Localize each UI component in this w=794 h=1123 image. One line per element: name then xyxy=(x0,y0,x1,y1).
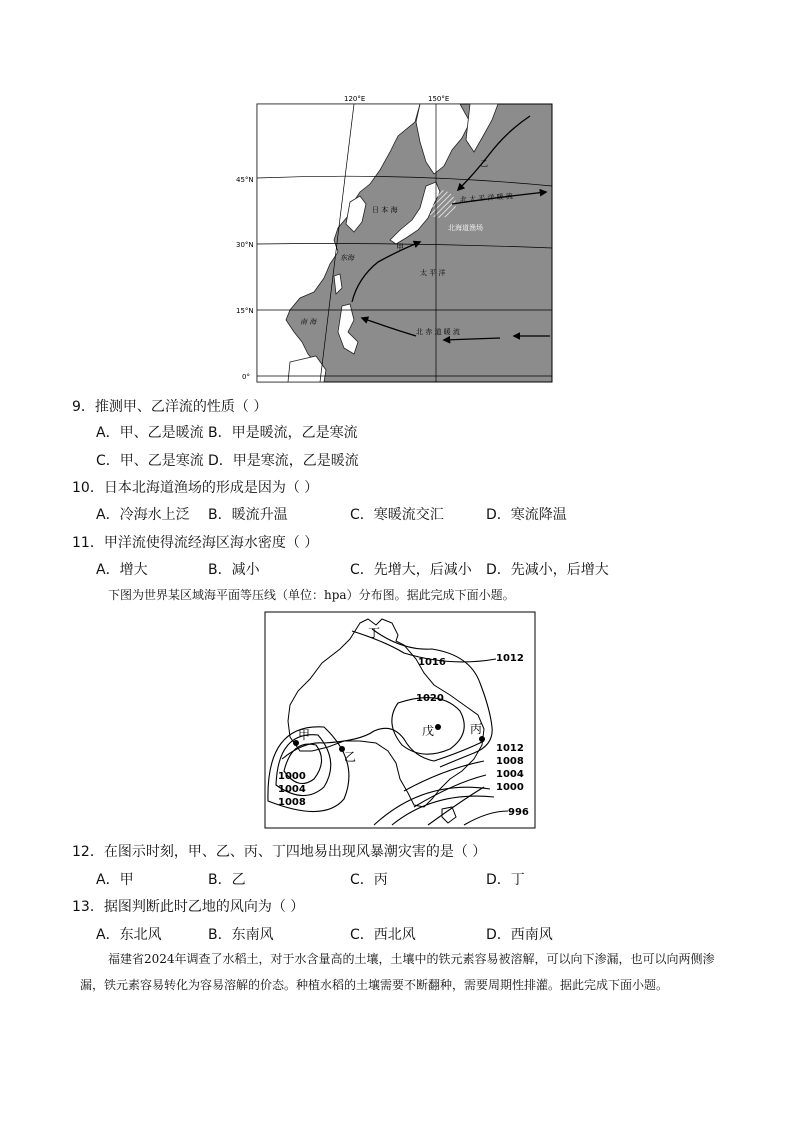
question-13-option-a[interactable]: A．东北风 xyxy=(96,927,162,943)
lat-label-15: 15°N xyxy=(236,307,254,315)
isobar-label-1008-east: 1008 xyxy=(496,756,524,767)
isobar-section-intro: 下图为世界某区域海平面等压线（单位：hpa）分布图。据此完成下面小题。 xyxy=(108,588,515,602)
question-11-text: 甲洋流使得流经海区海水密度（ ） xyxy=(103,535,319,551)
question-11-number: 11． xyxy=(72,535,104,551)
isobar-label-1020: 1020 xyxy=(416,693,444,704)
question-13-option-b[interactable]: B．东南风 xyxy=(208,927,274,943)
question-11-option-b[interactable]: B．减小 xyxy=(208,562,260,578)
question-10-stem xyxy=(72,477,318,497)
question-10-option-c[interactable]: C．寒暖流交汇 xyxy=(350,507,444,523)
question-9-number: 9． xyxy=(72,399,95,415)
sea-of-japan-label: 日 本 海 xyxy=(372,206,398,214)
question-12-number: 12． xyxy=(72,844,104,860)
label-bing: 丙 xyxy=(470,722,483,736)
ocean-current-map xyxy=(230,92,560,384)
pacific-label: 太 平 洋 xyxy=(420,269,446,277)
point-wu xyxy=(435,724,441,730)
question-9-option-b[interactable]: B．甲是暖流，乙是寒流 xyxy=(208,425,358,441)
isobar-label-1012-top: 1012 xyxy=(496,653,524,664)
question-12-stem xyxy=(72,841,486,861)
question-9-option-c[interactable]: C．甲、乙是寒流 xyxy=(96,453,204,469)
hokkaido-fishery-label: 北海道渔场 xyxy=(448,224,483,232)
north-pacific-current-label: 北 太 平 洋 暖 流 xyxy=(459,192,514,204)
question-12-option-b[interactable]: B．乙 xyxy=(208,872,246,888)
isobar-label-1004-west: 1004 xyxy=(278,784,306,795)
question-13-option-c[interactable]: C．西北风 xyxy=(350,927,416,943)
isobar-label-1000-west: 1000 xyxy=(278,771,306,782)
question-11-option-c[interactable]: C．先增大，后减小 xyxy=(350,562,472,578)
south-sea-label: 南 海 xyxy=(300,318,317,326)
question-10-number: 10． xyxy=(72,480,104,496)
question-10-text: 日本北海道渔场的形成是因为（ ） xyxy=(103,480,319,496)
question-12-text: 在图示时刻，甲、乙、丙、丁四地易出现风暴潮灾害的是（ ） xyxy=(103,844,487,860)
question-10-option-a[interactable]: A．冷海水上泛 xyxy=(96,507,190,523)
question-13-option-d[interactable]: D．西南风 xyxy=(486,927,553,943)
question-13-number: 13． xyxy=(72,899,104,915)
lat-label-45: 45°N xyxy=(236,176,254,184)
question-12-option-c[interactable]: C．丙 xyxy=(350,872,388,888)
point-bing xyxy=(479,736,485,742)
lon-label-150: 150°E xyxy=(428,95,450,103)
question-11-option-d[interactable]: D．先减小，后增大 xyxy=(486,562,609,578)
isobar-label-1012-east: 1012 xyxy=(496,743,524,754)
question-11-option-a[interactable]: A．增大 xyxy=(96,562,148,578)
current-jia-label: 甲 xyxy=(396,243,404,252)
question-13-text: 据图判断此时乙地的风向为（ ） xyxy=(103,899,305,915)
question-9-stem xyxy=(72,396,267,416)
question-12-option-a[interactable]: A．甲 xyxy=(96,872,134,888)
isobar-label-1016: 1016 xyxy=(418,657,446,668)
question-11-stem xyxy=(72,532,318,552)
label-wu: 戊 xyxy=(422,724,435,738)
label-ding: 丁 xyxy=(368,626,381,640)
question-9-option-a[interactable]: A．甲、乙是暖流 xyxy=(96,425,204,441)
isobar-map xyxy=(264,611,536,829)
question-9-text: 推测甲、乙洋流的性质（ ） xyxy=(94,399,268,415)
label-jia: 甲 xyxy=(298,728,311,742)
north-equatorial-current-label: 北 赤 道 暖 流 xyxy=(416,328,460,336)
isobar-label-1008-west: 1008 xyxy=(278,797,306,808)
lat-label-0: 0° xyxy=(242,373,250,381)
question-10-option-b[interactable]: B．暖流升温 xyxy=(208,507,288,523)
lat-label-30: 30°N xyxy=(236,241,254,249)
question-10-option-d[interactable]: D．寒流降温 xyxy=(486,507,567,523)
question-12-option-d[interactable]: D．丁 xyxy=(486,872,525,888)
isobar-label-1000-east: 1000 xyxy=(496,782,524,793)
east-sea-label: 东海 xyxy=(340,254,354,262)
lon-label-120: 120°E xyxy=(344,95,366,103)
question-9-option-d[interactable]: D．甲是寒流，乙是暖流 xyxy=(208,453,359,469)
question-13-stem xyxy=(72,896,304,916)
hokkaido-fishery-area xyxy=(424,190,456,218)
isobar-label-996: 996 xyxy=(508,807,529,818)
isobar-label-1004-east: 1004 xyxy=(496,769,524,780)
current-yi-label: 乙 xyxy=(480,159,488,168)
soil-section-intro: 福建省2024年调查了水稻土，对于水含量高的土壤，土壤中的铁元素容易被溶解，可以向下渗漏，也可以向两侧渗漏，铁元素容易转化为容易溶解的价态。种植水稻的土壤需要不断翻种，需要周期性排灌。据此完成下面小题。 xyxy=(80,952,715,992)
label-yi: 乙 xyxy=(344,750,357,764)
